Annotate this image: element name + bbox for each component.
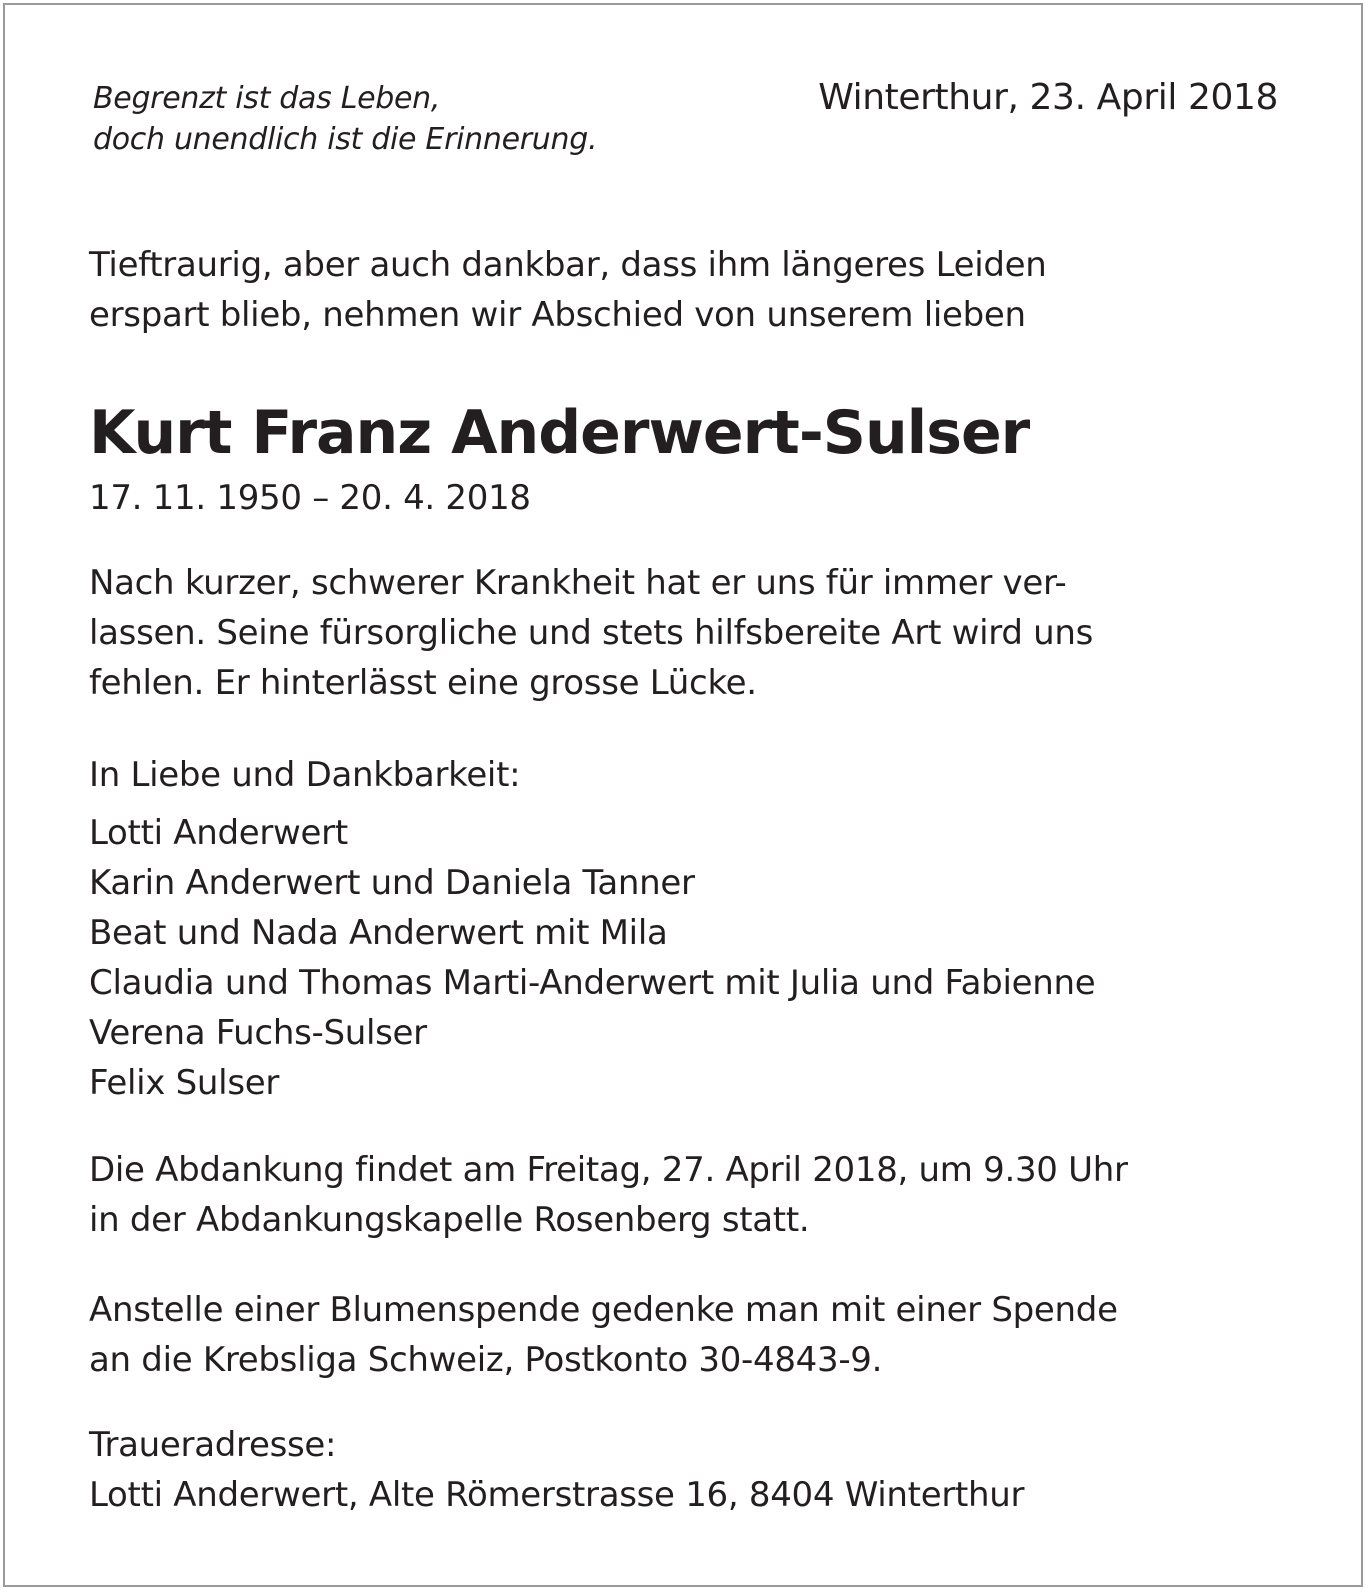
mourners-heading-text: In Liebe und Dankbarkeit: — [89, 755, 521, 795]
mourner-name: Beat und Nada Anderwert mit Mila — [89, 913, 668, 953]
motto-line-1: Begrenzt ist das Leben, — [93, 81, 441, 116]
address-value: Lotti Anderwert, Alte Römerstrasse 16, 8404 Winterthur — [89, 1475, 1025, 1515]
life-dates: 17. 11. 1950 – 20. 4. 2018 — [89, 478, 531, 518]
intro-line-2: erspart blieb, nehmen wir Abschied von unserem lieben — [89, 295, 1026, 335]
service-paragraph — [89, 1145, 1128, 1245]
mourning-address — [89, 1420, 1024, 1520]
donation-paragraph — [89, 1285, 1118, 1385]
mourners-list — [89, 808, 1095, 1108]
motto-quote — [93, 78, 597, 160]
message-paragraph — [89, 558, 1093, 708]
message-line-3: fehlen. Er hinterlässt eine grosse Lücke. — [89, 663, 757, 703]
mourner-name: Lotti Anderwert — [89, 813, 348, 853]
mourner-name: Verena Fuchs-Sulser — [89, 1013, 427, 1053]
donation-line-1: Anstelle einer Blumenspende gedenke man mit einer Spende — [89, 1290, 1118, 1330]
message-line-1: Nach kurzer, schwerer Krankheit hat er uns für immer ver- — [89, 563, 1067, 603]
deceased-name: Kurt Franz Anderwert-Sulser — [89, 398, 1030, 468]
intro-paragraph — [89, 240, 1047, 340]
address-label: Traueradresse: — [89, 1425, 337, 1465]
intro-line-1: Tieftraurig, aber auch dankbar, dass ihm längeres Leiden — [89, 245, 1047, 285]
service-line-2: in der Abdankungskapelle Rosenberg statt. — [89, 1200, 810, 1240]
mourner-name: Karin Anderwert und Daniela Tanner — [89, 863, 695, 903]
mourner-name: Claudia und Thomas Marti-Anderwert mit Julia und Fabienne — [89, 963, 1096, 1003]
donation-line-2: an die Krebsliga Schweiz, Postkonto 30-4843-9. — [89, 1340, 883, 1380]
message-line-2: lassen. Seine fürsorgliche und stets hilfsbereite Art wird uns — [89, 613, 1094, 653]
motto-line-2: doch unendlich ist die Erinnerung. — [93, 122, 598, 157]
mourner-name: Felix Sulser — [89, 1063, 280, 1103]
mourners-heading — [89, 750, 520, 800]
service-line-1: Die Abdankung findet am Freitag, 27. April 2018, um 9.30 Uhr — [89, 1150, 1128, 1190]
place-date: Winterthur, 23. April 2018 — [818, 77, 1278, 118]
